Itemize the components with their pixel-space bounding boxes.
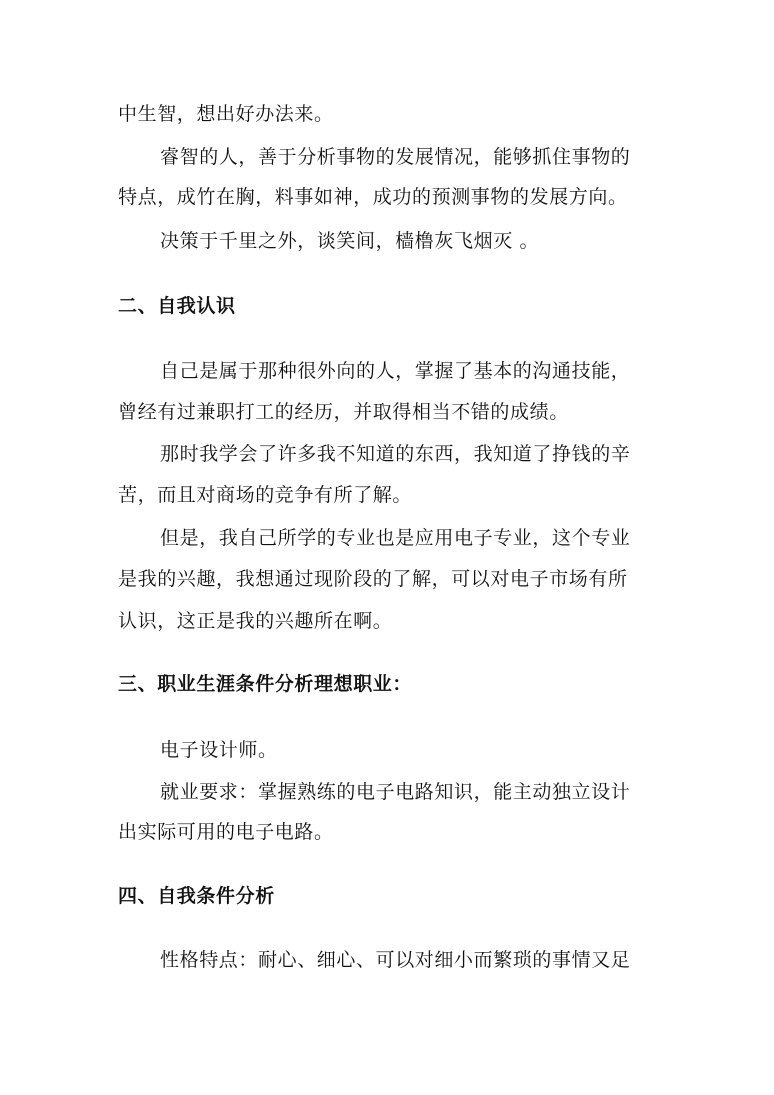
paragraph-line: 中生智，想出好办法来。 bbox=[118, 103, 334, 125]
section-heading-career-conditions: 三、职业生涯条件分析理想职业： bbox=[118, 673, 413, 695]
paragraph-line: 但是，我自己所学的专业也是应用电子专业，这个专业 bbox=[160, 527, 631, 549]
paragraph-line: 睿智的人，善于分析事物的发展情况，能够抓住事物的 bbox=[160, 146, 631, 168]
paragraph-line: 认识，这正是我的兴趣所在啊。 bbox=[118, 610, 393, 632]
section-heading-self-conditions: 四、自我条件分析 bbox=[118, 885, 275, 907]
paragraph-line: 曾经有过兼职打工的经历，并取得相当不错的成绩。 bbox=[118, 401, 569, 423]
paragraph-line: 自己是属于那种很外向的人，掌握了基本的沟通技能， bbox=[160, 360, 631, 382]
paragraph-line: 性格特点：耐心、细心、可以对细小而繁琐的事情又足 bbox=[160, 949, 631, 971]
paragraph-line: 出实际可用的电子电路。 bbox=[118, 821, 334, 843]
paragraph-line: 是我的兴趣，我想通过现阶段的了解，可以对电子市场有所 bbox=[118, 568, 628, 590]
paragraph-line: 电子设计师。 bbox=[160, 739, 278, 761]
section-heading-self-knowledge: 二、自我认识 bbox=[118, 295, 236, 317]
paragraph-line: 那时我学会了许多我不知道的东西，我知道了挣钱的辛 bbox=[160, 443, 631, 465]
paragraph-line: 特点，成竹在胸，料事如神，成功的预测事物的发展方向。 bbox=[118, 186, 628, 208]
paragraph-line: 就业要求：掌握熟练的电子电路知识，能主动独立设计 bbox=[160, 781, 631, 803]
paragraph-line: 决策于千里之外，谈笑间，樯橹灰飞烟灭 。 bbox=[160, 230, 540, 252]
paragraph-line: 苦，而且对商场的竞争有所了解。 bbox=[118, 484, 413, 506]
